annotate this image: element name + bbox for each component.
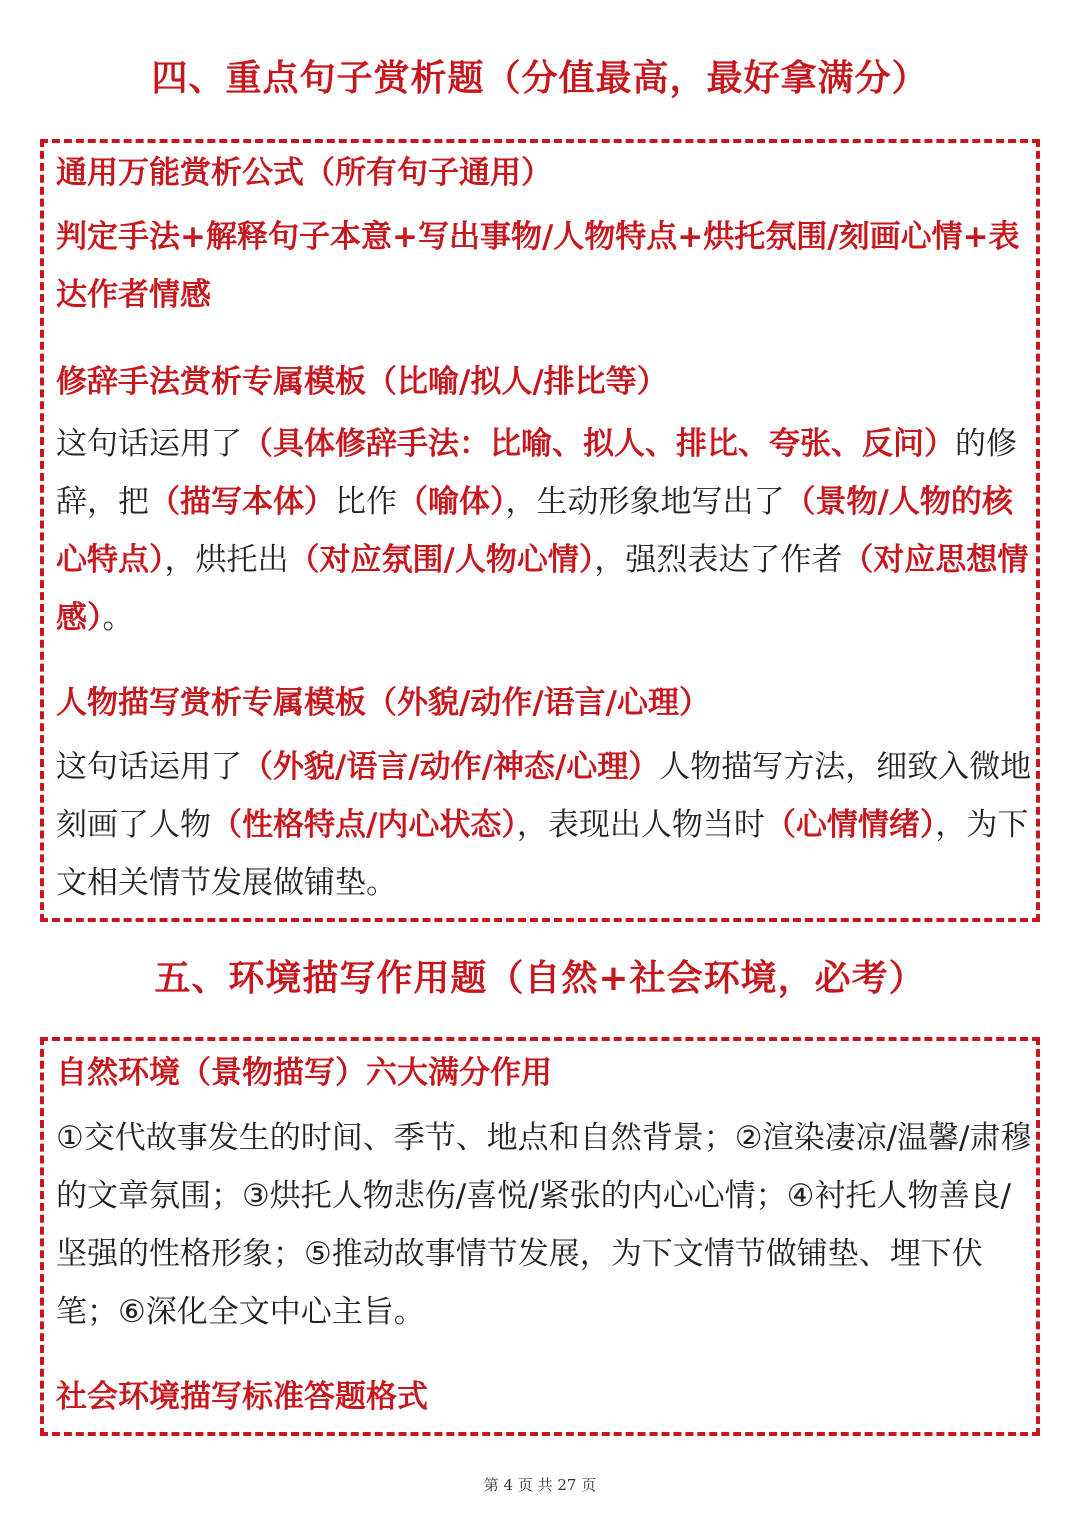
section-5-box xyxy=(40,1037,1040,1436)
section-5-title: 五、环境描写作用题（自然+社会环境，必考） xyxy=(154,958,926,999)
character-template-subtitle: 人物描写赏析专属模板（外貌/动作/语言/心理） xyxy=(56,685,710,721)
section-4-box xyxy=(40,139,1040,922)
social-environment-subtitle: 社会环境描写标准答题格式 xyxy=(56,1379,428,1415)
character-template-text: 这句话运用了（外貌/语言/动作/神态/心理）人物描写方法，细致入微地刻画了人物（性格特点/内心状态），表现出人物当时（心情情绪），为下文相关情节发展做铺垫。 xyxy=(56,749,1032,901)
section-4-title: 四、重点句子赏析题（分值最高，最好拿满分） xyxy=(151,58,929,99)
general-formula-text: 判定手法+解释句子本意+写出事物/人物特点+烘托氛围/刻画心情+表达作者情感 xyxy=(56,219,1020,313)
rhetoric-template-text: 这句话运用了（具体修辞手法：比喻、拟人、排比、夸张、反问）的修辞，把（描写本体）比作（喻体），生动形象地写出了（景物/人物的核心特点），烘托出（对应氛围/人物心情），强烈表达了作者（对应思想情感）。 xyxy=(56,426,1029,636)
page-footer: 第 4 页 共 27 页 xyxy=(483,1476,597,1494)
natural-environment-text: ①交代故事发生的时间、季节、地点和自然背景；②渲染凄凉/温馨/肃穆的文章氛围；③烘托人物悲伤/喜悦/紧张的内心心情；④衬托人物善良/坚强的性格形象；⑤推动故事情节发展，为下文情节做铺垫、埋下伏笔；⑥深化全文中心主旨。 xyxy=(56,1120,1032,1330)
general-formula-subtitle: 通用万能赏析公式（所有句子通用） xyxy=(56,155,552,191)
natural-environment-subtitle: 自然环境（景物描写）六大满分作用 xyxy=(56,1055,552,1091)
rhetoric-template-subtitle: 修辞手法赏析专属模板（比喻/拟人/排比等） xyxy=(56,364,668,400)
